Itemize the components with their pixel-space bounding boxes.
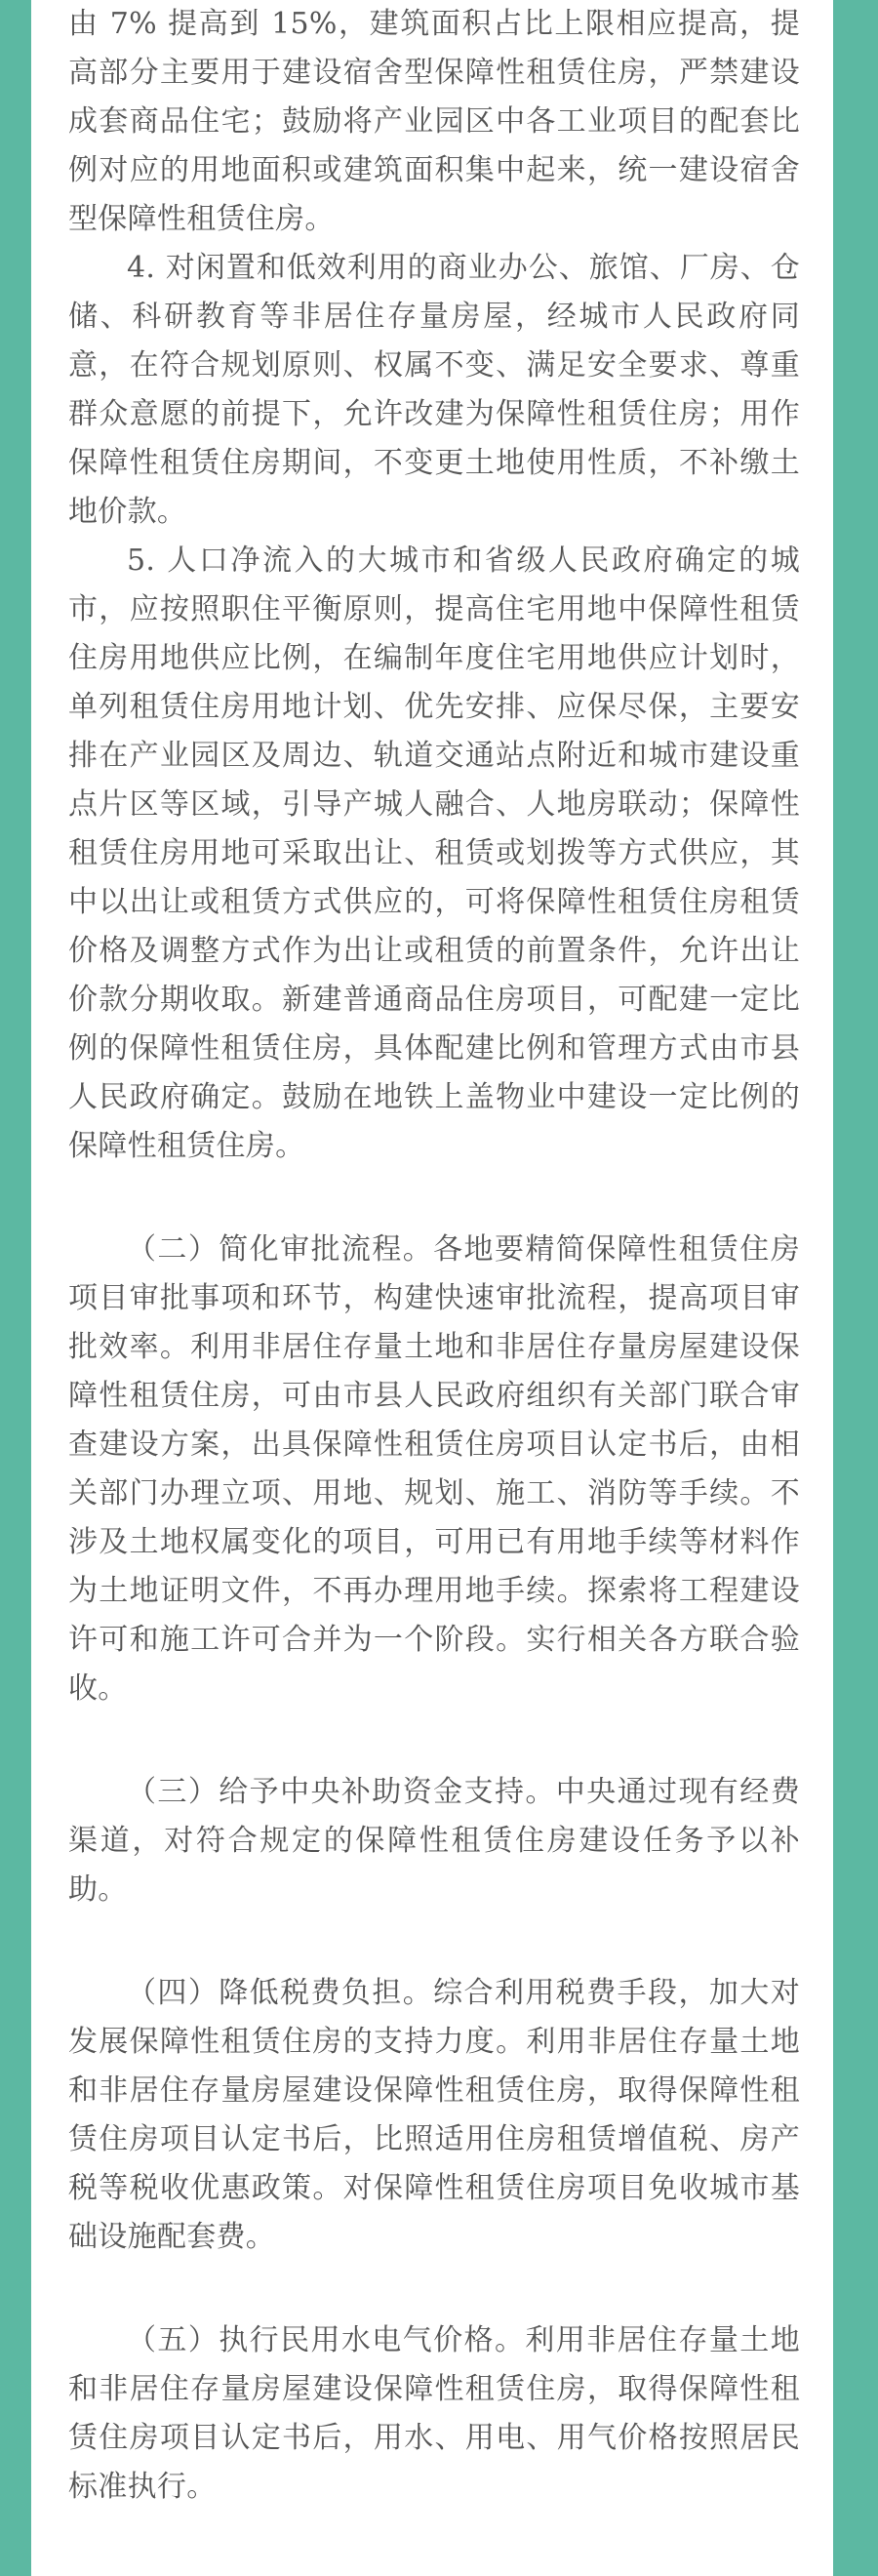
paragraph-spacer [68, 1171, 800, 1226]
paragraph-item-4: 4. 对闲置和低效利用的商业办公、旅馆、厂房、仓储、科研教育等非居住存量房屋，经城市人民政府同意，在符合规划原则、权属不变、满足安全要求、尊重群众意愿的前提下，允许改建为保障性租赁住房；用作保障性租赁住房期间，不变更土地使用性质，不补缴土地价款。 [68, 251, 800, 529]
paragraph-spacer [68, 2262, 800, 2316]
document-page [31, 0, 833, 2576]
paragraph-section-5: （五）执行民用水电气价格。利用非居住存量土地和非居住存量房屋建设保障性租赁住房，取得保障性租赁住房项目认定书后，用水、用电、用气价格按照居民标准执行。 [68, 2323, 800, 2504]
paragraph-spacer [68, 1914, 800, 1969]
paragraph-spacer [68, 1713, 800, 1768]
paragraph-item-5: 5. 人口净流入的大城市和省级人民政府确定的城市，应按照职住平衡原则，提高住宅用地中保障性租赁住房用地供应比例，在编制年度住宅用地供应计划时，单列租赁住房用地计划、优先安排、应保尽保，主要安排在产业园区及周边、轨道交通站点附近和城市建设重点片区等区域，引导产城人融合、人地房联动；保障性租赁住房用地可采取出让、租赁或划拨等方式供应，其中以出让或租赁方式供应的，可将保障性租赁住房租赁价格及调整方式作为出让或租赁的前置条件，允许出让价款分期收取。新建普通商品住房项目，可配建一定比例的保障性租赁住房，具体配建比例和管理方式由市县人民政府确定。鼓励在地铁上盖物业中建设一定比例的保障性租赁住房。 [68, 543, 800, 1163]
paragraph-continued: 由 7% 提高到 15%，建筑面积占比上限相应提高，提高部分主要用于建设宿舍型保障性租赁住房，严禁建设成套商品住宅；鼓励将产业园区中各工业项目的配套比例对应的用地面积或建筑面积集中起来，统一建设宿舍型保障性租赁住房。 [68, 7, 800, 236]
paragraph-section-3: （三）给予中央补助资金支持。中央通过现有经费渠道，对符合规定的保障性租赁住房建设任务予以补助。 [68, 1775, 800, 1907]
paragraph-section-4: （四）降低税费负担。综合利用税费手段，加大对发展保障性租赁住房的支持力度。利用非居住存量土地和非居住存量房屋建设保障性租赁住房，取得保障性租赁住房项目认定书后，比照适用住房租赁增值税、房产税等税收优惠政策。对保障性租赁住房项目免收城市基础设施配套费。 [68, 1976, 800, 2254]
document-body [68, 0, 800, 2512]
paragraph-section-2: （二）简化审批流程。各地要精简保障性租赁住房项目审批事项和环节，构建快速审批流程，提高项目审批效率。利用非居住存量土地和非居住存量房屋建设保障性租赁住房，可由市县人民政府组织有关部门联合审查建设方案，出具保障性租赁住房项目认定书后，由相关部门办理立项、用地、规划、施工、消防等手续。不涉及土地权属变化的项目，可用已有用地手续等材料作为土地证明文件，不再办理用地手续。探索将工程建设许可和施工许可合并为一个阶段。实行相关各方联合验收。 [68, 1232, 800, 1706]
